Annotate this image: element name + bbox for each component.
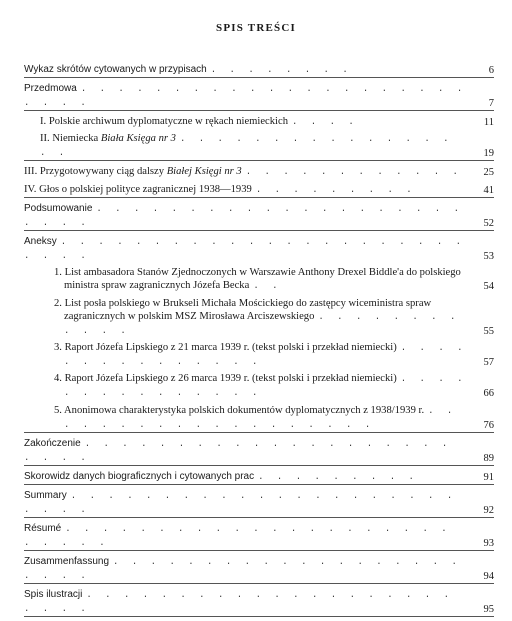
leader-dots: . . . . . . . . . . . . bbox=[64, 311, 460, 336]
toc-entry bbox=[24, 522, 494, 551]
toc-entry-label: Zusammenfassung bbox=[24, 555, 110, 567]
leader-dots: . . . . . . . . . . . . . . . . . . . . . . . . bbox=[24, 589, 453, 614]
toc-entry bbox=[24, 437, 494, 466]
toc-entry bbox=[24, 372, 494, 400]
toc-entry-italic: Białej Księgi nr 3 bbox=[166, 166, 242, 178]
toc-page-number: 25 bbox=[483, 167, 494, 179]
leader-dots: . . . . . . . . . . . . . . . . . . . bbox=[64, 405, 457, 430]
leader-dots: . . . . . . . . . bbox=[258, 471, 418, 482]
leader-dots: . . . . bbox=[292, 117, 358, 127]
toc-entry-label: I. Polskie archiwum dyplomatyczne w rękach niemieckich bbox=[40, 116, 288, 127]
toc-entry bbox=[24, 63, 494, 78]
toc-entry-label: Skorowidz danych biograficznych i cytowanych prac bbox=[24, 470, 255, 482]
table-of-contents bbox=[24, 63, 494, 621]
leader-dots: . . . . . . . . . . . . . . . . . . . . . . . . bbox=[24, 438, 452, 463]
toc-entry-label: 1. List ambasadora Stanów Zjednoczonych w Warszawie Anthony Drexel Biddle'a do polskiego ministra spraw zagranicznych Józefa Becka bbox=[54, 267, 461, 292]
toc-page-number: 76 bbox=[483, 419, 494, 431]
toc-entry bbox=[24, 588, 494, 617]
toc-page-number: 93 bbox=[483, 537, 494, 549]
leader-dots: . . . . . . . . . . . . . . . . . . . . . . . . . bbox=[24, 490, 457, 515]
toc-entry-label: Podsumowanie bbox=[24, 202, 93, 214]
toc-page-number: 91 bbox=[483, 471, 494, 483]
toc-page-number: 95 bbox=[483, 603, 494, 615]
leader-dots: . . . . . . . . . . . . . . . bbox=[64, 374, 467, 399]
toc-entry bbox=[24, 183, 494, 198]
toc-page-number: 19 bbox=[483, 148, 494, 160]
toc-entry-label: III. Przygotowywany ciąg dalszy bbox=[24, 166, 167, 178]
toc-entry bbox=[24, 202, 494, 231]
toc-entry bbox=[24, 341, 494, 369]
toc-page-number: 94 bbox=[483, 570, 494, 582]
leader-dots: . . . . . . . . . . . . . . . . . . . . . . . . bbox=[24, 203, 464, 228]
toc-page-number: 7 bbox=[488, 98, 494, 109]
toc-entry-label: Aneksy bbox=[24, 235, 57, 247]
toc-entry-label: 4. Raport Józefa Lipskiego z 26 marca 1939 r. (tekst polski i przekład niemiecki) bbox=[54, 373, 397, 385]
toc-page-number: 6 bbox=[488, 65, 494, 76]
toc-entry-label: 3. Raport Józefa Lipskiego z 21 marca 1939 r. (tekst polski i przekład niemiecki) bbox=[54, 341, 397, 353]
toc-entry-label: Summary bbox=[24, 489, 67, 501]
leader-dots: . . bbox=[253, 281, 282, 292]
toc-entry-label: IV. Głos o polskiej polityce zagranicznej 1938—1939 bbox=[24, 183, 252, 195]
toc-entry bbox=[24, 115, 494, 129]
toc-entry bbox=[24, 165, 494, 179]
toc-entry bbox=[24, 489, 494, 518]
leader-dots: . . . . . . . . . . . . . . . . . . . . . . . . . bbox=[24, 84, 467, 108]
toc-page-number: 55 bbox=[483, 325, 494, 337]
page-title: SPIS TREŚCI bbox=[216, 22, 296, 34]
toc-entry bbox=[24, 266, 494, 293]
leader-dots: . . . . . . . . . . . . . . . . . bbox=[40, 134, 453, 159]
toc-page-number: 92 bbox=[483, 504, 494, 516]
toc-entry-label: 5. Anonimowa charakterystyka polskich dokumentów dyplomatycznych z 1938/1939 r. bbox=[54, 404, 425, 416]
toc-entry-label: Résumé bbox=[24, 522, 62, 534]
toc-page-number: 41 bbox=[483, 184, 494, 196]
toc-entry bbox=[24, 235, 494, 263]
leader-dots: . . . . . . . . bbox=[210, 65, 352, 75]
toc-page-number: 11 bbox=[483, 117, 494, 128]
toc-entry bbox=[24, 132, 494, 161]
toc-entry-label: Wykaz skrótów cytowanych w przypisach bbox=[24, 64, 207, 75]
leader-dots: . . . . . . . . . . . . . . . bbox=[64, 342, 467, 367]
toc-entry-label: Zakończenie bbox=[24, 437, 81, 449]
toc-page-number: 66 bbox=[483, 388, 494, 400]
toc-page-number: 53 bbox=[483, 250, 494, 262]
toc-entry bbox=[24, 82, 494, 111]
toc-entry-label: II. Niemiecka bbox=[40, 133, 101, 145]
toc-page-number: 52 bbox=[483, 217, 494, 229]
toc-entry bbox=[24, 297, 494, 338]
toc-page-number: 57 bbox=[483, 356, 494, 368]
leader-dots: . . . . . . . . . . . . . . . . . . . . . . . bbox=[24, 556, 461, 581]
toc-entry-label: Przedmowa bbox=[24, 83, 77, 94]
toc-page-number: 89 bbox=[483, 452, 494, 464]
toc-entry bbox=[24, 404, 494, 433]
leader-dots: . . . . . . . . . . . . . . . . . . . . . . . . . . bbox=[24, 523, 451, 548]
leader-dots: . . . . . . . . . bbox=[255, 184, 416, 195]
toc-entry bbox=[24, 555, 494, 584]
leader-dots: . . . . . . . . . . . . . . . . . . . . . . . . . . bbox=[24, 236, 466, 261]
toc-entry-italic: Biała Księga nr 3 bbox=[100, 133, 176, 145]
leader-dots: . . . . . . . . . . . . bbox=[245, 167, 462, 178]
toc-entry bbox=[24, 470, 494, 485]
toc-page-number: 54 bbox=[483, 281, 494, 293]
toc-entry-label: 2. List posła polskiego w Brukseli Michała Mościckiego do zastępcy wiceministra spraw zagranicznych w polskim MSZ Mirosława Arciszewskiego bbox=[54, 297, 432, 322]
toc-entry-label: Spis ilustracji bbox=[24, 588, 83, 600]
